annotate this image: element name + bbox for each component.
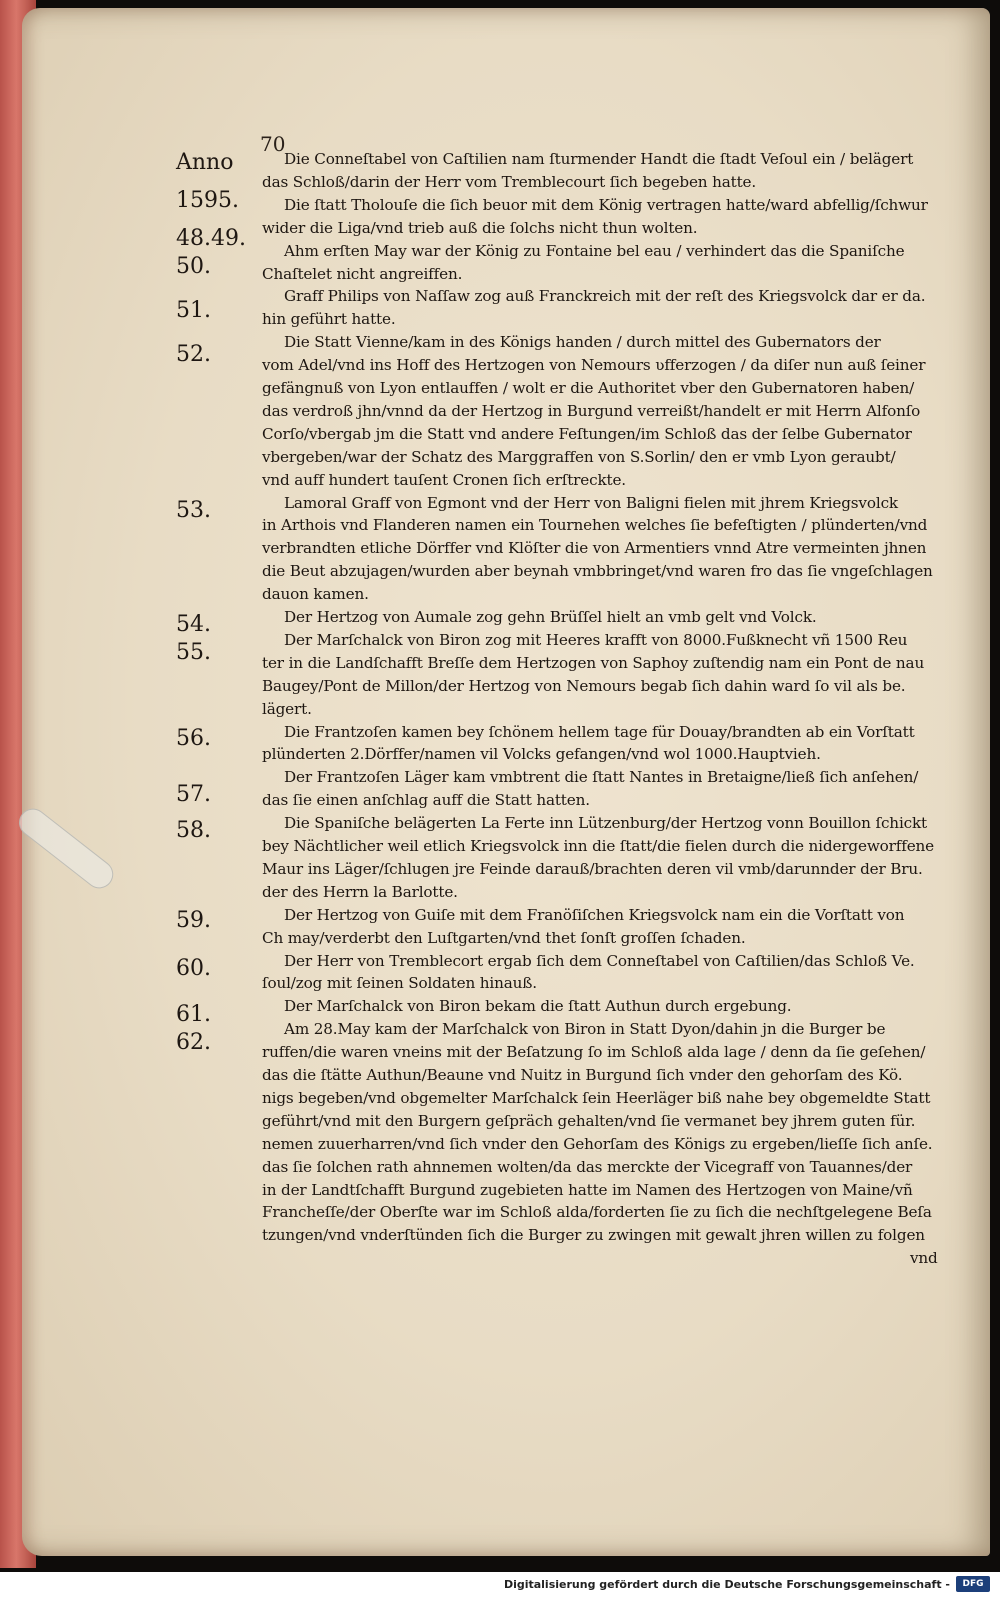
text-line: in Arthois vnd Flanderen namen ein Tournehen welches ſie befeſtigten / plünderten/vnd [262, 516, 928, 535]
text-line: Die Conneſtabel von Caſtilien nam ſturmender Handt die ſtadt Veſoul ein / belägert [284, 150, 914, 168]
text-line: verbrandten etliche Dörffer vnd Klöſter die von Armentiers vnnd Atre vermeinten jhnen [262, 539, 927, 558]
margin-entry: 51. [176, 298, 211, 323]
footer-credit: Digitalisierung gefördert durch die Deutsche Forschungsgemeinschaft - [503, 1578, 950, 1591]
text-line: Graff Philips von Naſſaw zog auß Franckreich mit der reſt des Kriegsvolck dar er da. [284, 287, 926, 306]
text-line: ter in die Landſchafft Breſſe dem Hertzogen von Saphoy zuſtendig nam ein Pont de nau [262, 653, 925, 672]
text-line: nemen zuuerharren/vnd ſich vnder den Gehorſam des Königs zu ergeben/lieſſe ſich anſe. [262, 1134, 933, 1153]
margin-entry: 56. [176, 726, 211, 751]
text-line: Der Hertzog von Aumale zog gehn Brüſſel hielt an vmb gelt vnd Volck. [284, 608, 817, 626]
text-line: Die Frantzoſen kamen bey ſchönem hellem tage für Douay/brandten ab ein Vorſtatt [284, 722, 915, 741]
text-line: tzungen/vnd vnderſtünden ſich die Burger zu zwingen mit gewalt jhren willen zu folgen [262, 1226, 925, 1245]
margin-entry: 55. [176, 640, 211, 665]
text-line: hin geführt hatte. [262, 310, 396, 329]
text-line: dauon kamen. [262, 585, 369, 604]
anno-label: Anno [176, 150, 234, 175]
margin-entry: 61. [176, 1002, 211, 1027]
text-line: vnd [910, 1249, 938, 1268]
text-line: Der Marſchalck von Biron zog mit Heeres krafft von 8000.Fußknecht vñ 1500 Reu [284, 630, 908, 649]
text-line: plünderten 2.Dörffer/namen vil Volcks gefangen/vnd wol 1000.Hauptvieh. [262, 745, 821, 764]
margin-entry: 58. [176, 818, 211, 843]
text-line: das Schloß/darin der Herr vom Tremblecourt ſich begeben hatte. [262, 172, 757, 191]
text-line: Francheſſe/der Oberſte war im Schloß alda/forderten ſie zu ſich die nechſtgelegene Beſa [262, 1203, 932, 1222]
text-line: Die Statt Vienne/kam in des Königs handen / durch mittel des Gubernators der [284, 333, 881, 352]
margin-entry: 54. [176, 612, 211, 637]
page-number: 70 [260, 132, 286, 156]
text-line: die Beut abzujagen/wurden aber beynah vmbbringet/vnd waren fro das ſie vngeſchlagen [262, 562, 933, 581]
text-line: nigs begeben/vnd obgemelter Marſchalck ſein Heerläger biß nahe bey obgemeldte Statt [262, 1088, 931, 1107]
year-label: 1595. [176, 188, 239, 213]
text-line: Corſo/vbergab jm die Statt vnd andere Feſtungen/im Schloß das der ſelbe Gubernator [262, 424, 912, 443]
text-line: Chaſtelet nicht angreiffen. [262, 264, 463, 283]
dfg-logo: DFG [956, 1576, 990, 1592]
text-line: Die Spaniſche belägerten La Ferte inn Lützenburg/der Hertzog vonn Bouillon ſchickt [284, 814, 928, 833]
text-line: Ch may/verderbt den Luſtgarten/vnd thet ſonſt groſſen ſchaden. [262, 928, 746, 947]
text-line: wider die Liga/vnd trieb auß die ſolchs nicht thun wolten. [262, 218, 698, 237]
text-line: Der Marſchalck von Biron bekam die ſtatt Authun durch ergebung. [284, 997, 792, 1016]
text-line: das verdroß jhn/vnnd da der Hertzog in Burgund verreißt/handelt er mit Herrn Alfonſo [262, 401, 921, 420]
text-line: bey Nächtlicher weil etlich Kriegsvolck inn die ſtatt/die fielen durch die nidergeworffene [262, 837, 935, 855]
text-line: der des Herrn la Barlotte. [262, 882, 458, 901]
margin-entry: 52. [176, 342, 211, 367]
margin-entry: 59. [176, 908, 211, 933]
text-line: Ahm erſten May war der König zu Fontaine bel eau / verhindert das die Spaniſche [284, 241, 905, 260]
text-line: Maur ins Läger/ſchlugen jre Feinde darauß/brachten deren vil vmb/darunnder der Bru. [262, 859, 923, 878]
text-line: Baugey/Pont de Millon/der Hertzog von Nemours begab ſich dahin ward ſo vil als be. [262, 676, 906, 695]
text-line: vbergeben/war der Schatz des Marggraffen von S.Sorlin/ den er vmb Lyon geraubt/ [262, 447, 896, 466]
margin-entry: 62. [176, 1030, 211, 1055]
text-line: in der Landtſchafft Burgund zugebieten hatte im Namen des Hertzogen von Maine/vñ [262, 1180, 913, 1199]
text-line: Lamoral Graff von Egmont vnd der Herr von Baligni fielen mit jhrem Kriegsvolck [284, 493, 898, 512]
text-line: Der Hertzog von Guiſe mit dem Franöſiſchen Kriegsvolck nam ein die Vorſtatt von [284, 905, 905, 924]
text-line: Am 28.May kam der Marſchalck von Biron in Statt Dyon/dahin jn die Burger be [284, 1020, 886, 1039]
margin-entry: 48.49. [176, 226, 246, 251]
margin-entry: 57. [176, 782, 211, 807]
text-line: lägert. [262, 699, 312, 718]
footer-bar [0, 1572, 1000, 1598]
text-line: Der Herr von Tremblecort ergab ſich dem Conneſtabel von Caſtilien/das Schloß Ve. [284, 951, 915, 970]
text-line: gefängnuß von Lyon entlauffen / wolt er die Authoritet vber den Gubernatoren haben/ [262, 379, 915, 397]
text-line: geführt/vnd mit den Burgern geſpräch gehalten/vnd ſie vermanet bey jhrem guten für. [262, 1111, 916, 1130]
margin-entry: 50. [176, 254, 211, 279]
text-line: Der Frantzoſen Läger kam vmbtrent die ſtatt Nantes in Bretaigne/ließ ſich anſehen/ [284, 768, 919, 787]
text-line: Die ſtatt Tholouſe die ſich beuor mit dem König vertragen hatte/ward abfellig/ſchwur [284, 195, 928, 214]
margin-entry: 53. [176, 498, 211, 523]
margin-entry: 60. [176, 956, 211, 981]
text-line: das ſie ſolchen rath ahnnemen wolten/da das merckte der Vicegraff von Tauannes/der [262, 1157, 913, 1176]
text-line: vom Adel/vnd ins Hoff des Hertzogen von Nemours ʋfferzogen / da diſer nun auß ſeiner [262, 356, 926, 375]
text-line: vnd auff hundert tauſent Cronen ſich erſtreckte. [262, 470, 626, 489]
text-line: ſoul/zog mit ſeinen Soldaten hinauß. [262, 974, 537, 993]
text-line: ruffen/die waren vneins mit der Beſatzung ſo im Schloß alda lage / denn da ſie geſehen/ [262, 1043, 926, 1062]
text-line: das ſie einen anſchlag auff die Statt hatten. [262, 791, 590, 810]
text-line: das die ſtätte Authun/Beaune vnd Nuitz in Burgund ſich vnder den gehorſam des Kö. [262, 1066, 903, 1084]
